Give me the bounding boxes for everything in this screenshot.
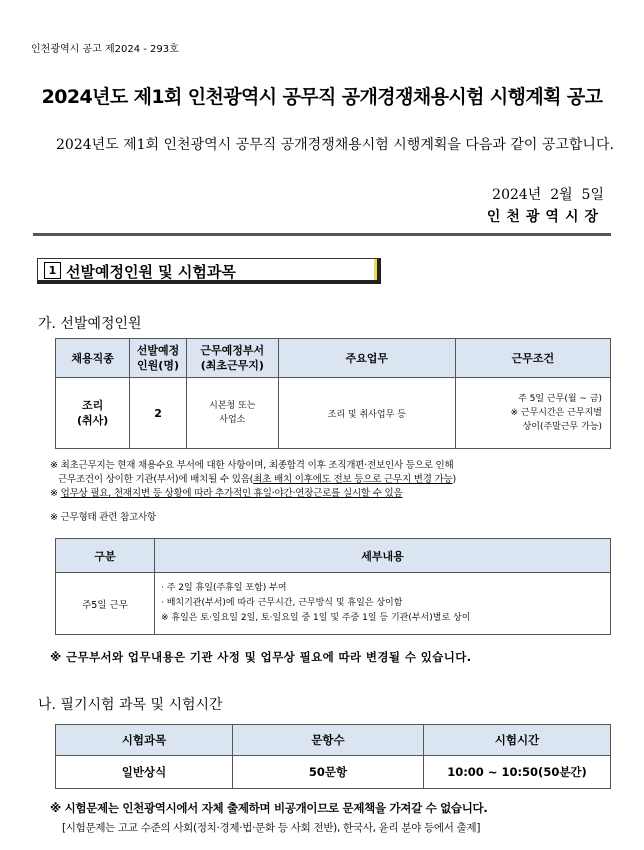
table-cell: 일반상식 (56, 756, 233, 789)
note-underlined: 최초 배치 이후에도 전보 등으로 근무지 변경 가능 (253, 474, 453, 485)
table-header-row (56, 339, 611, 378)
subsection-a-title: 가. 선발예정인원 (38, 316, 142, 332)
table-header: 세부내용 (155, 539, 611, 573)
table-header: 선발예정 인원(명) (130, 339, 187, 378)
table-header: 시험시간 (424, 725, 611, 756)
table-header: 근무조건 (455, 339, 610, 378)
note-1-line-1: ※ 최초근무지는 현재 채용수요 부서에 대한 사항이며, 최종합격 이후 조직개편·전보인사 등으로 인해 (50, 460, 454, 471)
note-text: 근무조건이 상이한 기관(부서)에 배치될 수 있음( (58, 474, 254, 485)
exam-table (55, 724, 611, 789)
section-header-1 (37, 258, 381, 284)
table-cell-detail (155, 573, 611, 635)
notice-change: ※ 근무부서와 업무내용은 기관 사정 및 업무상 필요에 따라 변경될 수 있습니다. (50, 650, 472, 664)
table-header: 근무예정부서 (최초근무지) (186, 339, 278, 378)
intro-text: 2024년도 제1회 인천광역시 공무직 공개경쟁채용시험 시행계획을 다음과 같이 공고합니다. (56, 137, 614, 153)
note-underlined: 업무상 필요, 천재지변 등 상황에 따라 추가적인 휴일·야간·연장근로를 실시할 수 있음 (60, 488, 403, 499)
divider (33, 233, 611, 236)
table-cell: 시본청 또는 사업소 (186, 378, 278, 449)
table-cell: 2 (130, 378, 187, 449)
detail-line: · 주 2일 휴일(주휴일 포함) 부여 (161, 583, 287, 593)
announcement-date: 2024년 2월 5일 (492, 187, 604, 203)
table-cell: 주5일 근무 (56, 573, 155, 635)
table-cell: 50문항 (233, 756, 424, 789)
section-number: 1 (44, 262, 61, 279)
detail-line: ※ 휴일은 토·일요일 2일, 토·일요일 중 1일 및 주중 1일 등 기관(부서)별로 상이 (161, 613, 471, 623)
page-title: 2024년도 제1회 인천광역시 공무직 공개경쟁채용시험 시행계획 공고 (41, 86, 603, 108)
notice-exam: ※ 시험문제는 인천광역시에서 자체 출제하며 비공개이므로 문제책을 가져갈 수 없습니다. (50, 801, 488, 815)
table-row (56, 756, 611, 789)
table-header: 주요업무 (278, 339, 455, 378)
note-3: ※ 근무형태 관련 참고사항 (50, 512, 156, 523)
note-2 (50, 487, 402, 501)
detail-line: · 배치기관(부서)에 따라 근무시간, 근무방식 및 휴일은 상이함 (161, 598, 403, 608)
table-header: 구분 (56, 539, 155, 573)
exam-scope: [시험문제는 고교 수준의 사회(정치·경제·법·문화 등 사회 전반), 한국사, 윤리 분야 등에서 출제] (62, 822, 481, 834)
table-header-row (56, 539, 611, 573)
recruitment-table (55, 338, 611, 449)
section-title: 선발예정인원 및 시험과목 (66, 263, 236, 281)
table-header: 채용직종 (56, 339, 130, 378)
table-row (56, 378, 611, 449)
note-text: ) (452, 474, 456, 485)
table-cell: 10:00 ~ 10:50(50분간) (424, 756, 611, 789)
work-type-table (55, 538, 611, 635)
table-header: 문항수 (233, 725, 424, 756)
table-cell: 조리 및 취사업무 등 (278, 378, 455, 449)
table-header-row (56, 725, 611, 756)
note-mark: ※ (50, 488, 61, 499)
subsection-b-title: 나. 필기시험 과목 및 시험시간 (38, 697, 223, 713)
signer: 인천광역시장 (486, 209, 604, 225)
note-1-line-2 (58, 473, 456, 487)
table-header: 시험과목 (56, 725, 233, 756)
doc-number: 인천광역시 공고 제2024 - 293호 (31, 44, 179, 55)
table-cell: 주 5일 근무(월 ~ 금) ※ 근무시간은 근무지별 상이(주말근무 가능) (455, 378, 610, 449)
table-row (56, 573, 611, 635)
table-cell: 조리 (취사) (56, 378, 130, 449)
